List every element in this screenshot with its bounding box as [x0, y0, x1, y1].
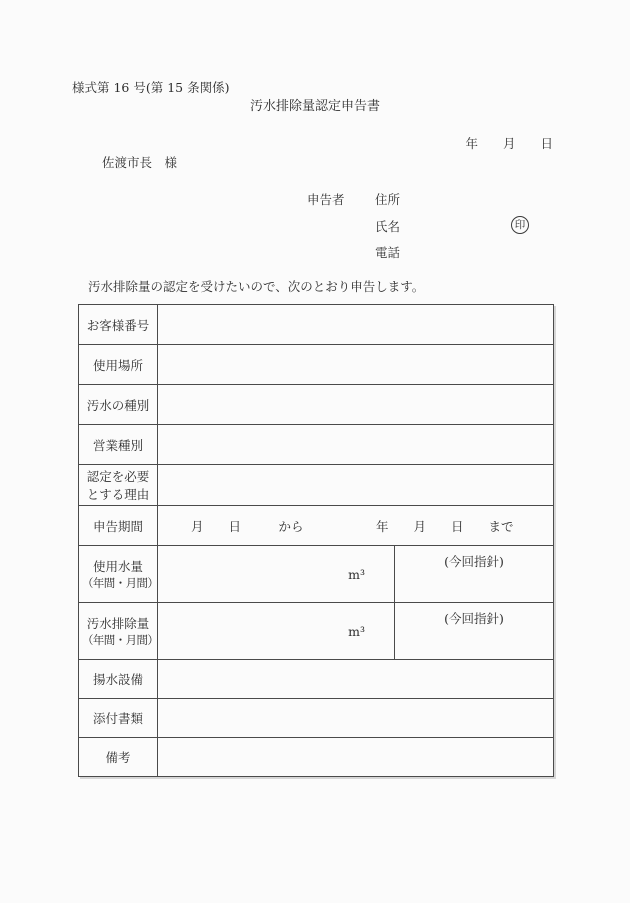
applicant-label: 申告者 [307, 192, 345, 207]
row-label: お客様番号 [79, 305, 158, 345]
row-label [79, 603, 158, 660]
business-type-cell [158, 425, 554, 465]
usage-label-line2: （年間・月間） [82, 576, 159, 590]
row-label: 使用場所 [79, 345, 158, 385]
discharge-label-line2: （年間・月間） [82, 633, 159, 647]
intro-text: 汚水排除量の認定を受けたいので、次のとおり申告します。 [88, 279, 425, 294]
row-period [79, 506, 554, 546]
cubic-meter-unit: m³ [348, 623, 365, 639]
current-reading-note: (今回指針) [444, 611, 504, 626]
usage-label-line1: 使用水量 [92, 559, 143, 574]
discharge-reading-cell [395, 603, 554, 660]
row-label [79, 546, 158, 603]
row-pumping-equipment [79, 660, 554, 699]
attached-documents-cell [158, 699, 554, 738]
address-label: 住所 [375, 192, 401, 207]
usage-location-cell [158, 345, 554, 385]
discharge-label-line1: 汚水排除量 [86, 616, 150, 631]
date-line: 年 月 日 [465, 136, 553, 151]
application-table [78, 304, 554, 777]
water-usage-amount-cell [158, 546, 395, 603]
addressee: 佐渡市長 様 [102, 155, 178, 170]
row-sewage-discharge [79, 603, 554, 660]
row-water-usage [79, 546, 554, 603]
form-number: 様式第 16 号(第 15 条関係) [72, 80, 230, 95]
page-title: 汚水排除量認定申告書 [249, 99, 380, 114]
row-usage-location [79, 345, 554, 385]
row-label: 備考 [79, 738, 158, 777]
discharge-amount-cell [158, 603, 395, 660]
row-business-type [79, 425, 554, 465]
period-cell [158, 506, 554, 546]
period-from-text: 月 日 から [191, 518, 304, 534]
water-usage-reading-cell [395, 546, 554, 603]
phone-label: 電話 [375, 245, 401, 260]
cubic-meter-unit: m³ [348, 566, 365, 582]
row-remarks [79, 738, 554, 777]
row-label: 申告期間 [79, 506, 158, 546]
reason-label-line2: とする理由 [86, 487, 150, 502]
row-sewage-type [79, 385, 554, 425]
reason-label-line1: 認定を必要 [86, 469, 150, 484]
row-label: 添付書類 [79, 699, 158, 738]
remarks-cell [158, 738, 554, 777]
row-label: 営業種別 [79, 425, 158, 465]
row-label: 汚水の種別 [79, 385, 158, 425]
row-attached-documents [79, 699, 554, 738]
sewage-type-cell [158, 385, 554, 425]
row-label: 揚水設備 [79, 660, 158, 699]
period-to-text: 年 月 日 まで [376, 518, 514, 534]
row-reason [79, 465, 554, 506]
customer-number-cell [158, 305, 554, 345]
seal-icon: 印 [511, 216, 529, 234]
current-reading-note: (今回指針) [444, 554, 504, 569]
name-label: 氏名 [375, 219, 401, 234]
reason-cell [158, 465, 554, 506]
row-label [79, 465, 158, 506]
pumping-equipment-cell [158, 660, 554, 699]
row-customer-number [79, 305, 554, 345]
